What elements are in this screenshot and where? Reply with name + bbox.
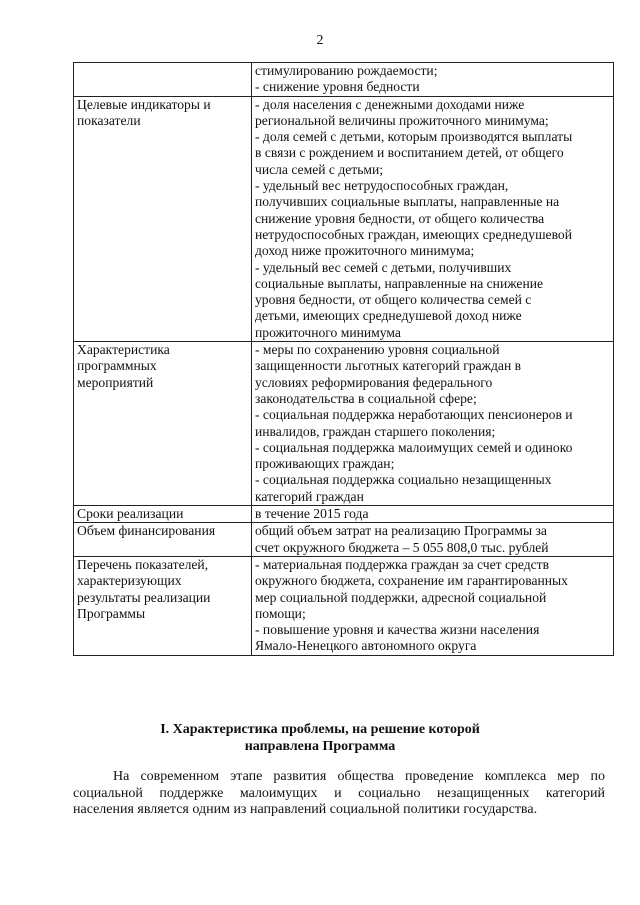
row-label-cell bbox=[74, 556, 252, 655]
label-line: результаты реализации bbox=[77, 589, 211, 605]
row-label-cell bbox=[74, 506, 252, 523]
value-line: - социальная поддержка социально незащищенных bbox=[255, 472, 552, 488]
row-label-cell bbox=[74, 523, 252, 557]
body-paragraph bbox=[73, 769, 605, 819]
row-value-cell bbox=[252, 523, 614, 557]
row-value-cell bbox=[252, 63, 614, 97]
value-line: детьми, имеющих среднедушевой доход ниже bbox=[255, 308, 522, 324]
value-line: стимулированию рождаемости; bbox=[255, 63, 438, 78]
label-line: Характеристика bbox=[77, 342, 170, 358]
value-line: окружного бюджета, сохранение им гарантированных bbox=[255, 573, 568, 589]
row-value-cell bbox=[252, 342, 614, 506]
value-line: снижение уровня бедности, от общего количества bbox=[255, 210, 545, 226]
paragraph-line: социальной поддержке малоимущих и социально незащищенных категорий bbox=[73, 785, 605, 801]
label-line: Сроки реализации bbox=[77, 506, 184, 522]
value-line: - удельный вес семей с детьми, получивших bbox=[255, 259, 512, 275]
value-line: - повышение уровня и качества жизни населения bbox=[255, 622, 540, 638]
program-passport-table bbox=[73, 62, 614, 656]
value-line: уровня бедности, от общего количества семей с bbox=[255, 292, 532, 308]
label-line: Объем финансирования bbox=[77, 523, 216, 539]
value-line: получивших социальные выплаты, направленные на bbox=[255, 194, 560, 210]
label-line: характеризующих bbox=[77, 573, 182, 589]
value-line: доход ниже прожиточного минимума; bbox=[255, 243, 475, 259]
value-line: нетрудоспособных граждан, имеющих среднедушевой bbox=[255, 226, 572, 242]
paragraph-line: населения является одним из направлений социальной политики государства. bbox=[73, 802, 538, 817]
value-line: Ямало-Ненецкого автономного округа bbox=[255, 638, 477, 654]
label-line: Целевые индикаторы и bbox=[77, 96, 211, 112]
value-line: - меры по сохранению уровня социальной bbox=[255, 342, 500, 358]
section-heading-line: I. Характеристика проблемы, на решение которой bbox=[160, 722, 480, 737]
value-line: - социальная поддержка неработающих пенсионеров и bbox=[255, 407, 573, 423]
value-line: защищенности льготных категорий граждан в bbox=[255, 358, 522, 374]
section-heading bbox=[0, 721, 640, 755]
value-line: инвалидов, граждан старшего поколения; bbox=[255, 423, 496, 439]
value-line: - социальная поддержка малоимущих семей и одиноко bbox=[255, 439, 573, 455]
value-line: помощи; bbox=[255, 605, 306, 621]
value-line: условиях реформирования федерального bbox=[255, 374, 493, 390]
table-row bbox=[74, 556, 614, 655]
value-line: - удельный вес нетрудоспособных граждан, bbox=[255, 178, 509, 194]
value-line: числа семей с детьми; bbox=[255, 161, 384, 177]
value-line: - доля населения с денежными доходами ниже bbox=[255, 96, 525, 112]
row-value-cell bbox=[252, 556, 614, 655]
value-line: - доля семей с детьми, которым производятся выплаты bbox=[255, 129, 573, 145]
value-line: проживающих граждан; bbox=[255, 456, 395, 472]
value-line: - материальная поддержка граждан за счет средств bbox=[255, 556, 550, 572]
table-row bbox=[74, 523, 614, 557]
value-line: региональной величины прожиточного минимума; bbox=[255, 112, 549, 128]
value-line: законодательства в социальной сфере; bbox=[255, 390, 477, 406]
table-row bbox=[74, 506, 614, 523]
table-row bbox=[74, 63, 614, 97]
row-label-cell bbox=[74, 96, 252, 341]
value-line: счет окружного бюджета – 5 055 808,0 тыс. рублей bbox=[255, 539, 549, 555]
value-line: категорий граждан bbox=[255, 488, 364, 504]
value-line: в связи с рождением и воспитанием детей, от общего bbox=[255, 145, 564, 161]
table-row bbox=[74, 342, 614, 506]
label-line: программных bbox=[77, 358, 157, 374]
row-label-cell bbox=[74, 342, 252, 506]
value-line: мер социальной поддержки, адресной социальной bbox=[255, 589, 547, 605]
table-row bbox=[74, 96, 614, 341]
page-number: 2 bbox=[316, 33, 324, 48]
label-line: мероприятий bbox=[77, 374, 154, 390]
row-value-cell bbox=[252, 506, 614, 523]
row-label-cell bbox=[74, 63, 252, 97]
label-line: показатели bbox=[77, 112, 141, 128]
section-heading-line: направлена Программа bbox=[244, 739, 396, 754]
label-line: Программы bbox=[77, 605, 146, 621]
value-line: - снижение уровня бедности bbox=[255, 79, 420, 95]
value-line: в течение 2015 года bbox=[255, 506, 369, 522]
paragraph-line: На современном этапе развития общества проведение комплекса мер по bbox=[113, 769, 605, 784]
value-line: социальные выплаты, направленные на снижение bbox=[255, 275, 544, 291]
row-value-cell bbox=[252, 96, 614, 341]
label-line: Перечень показателей, bbox=[77, 556, 209, 572]
value-line: прожиточного минимума bbox=[255, 324, 401, 340]
value-line: общий объем затрат на реализацию Программы за bbox=[255, 523, 547, 539]
